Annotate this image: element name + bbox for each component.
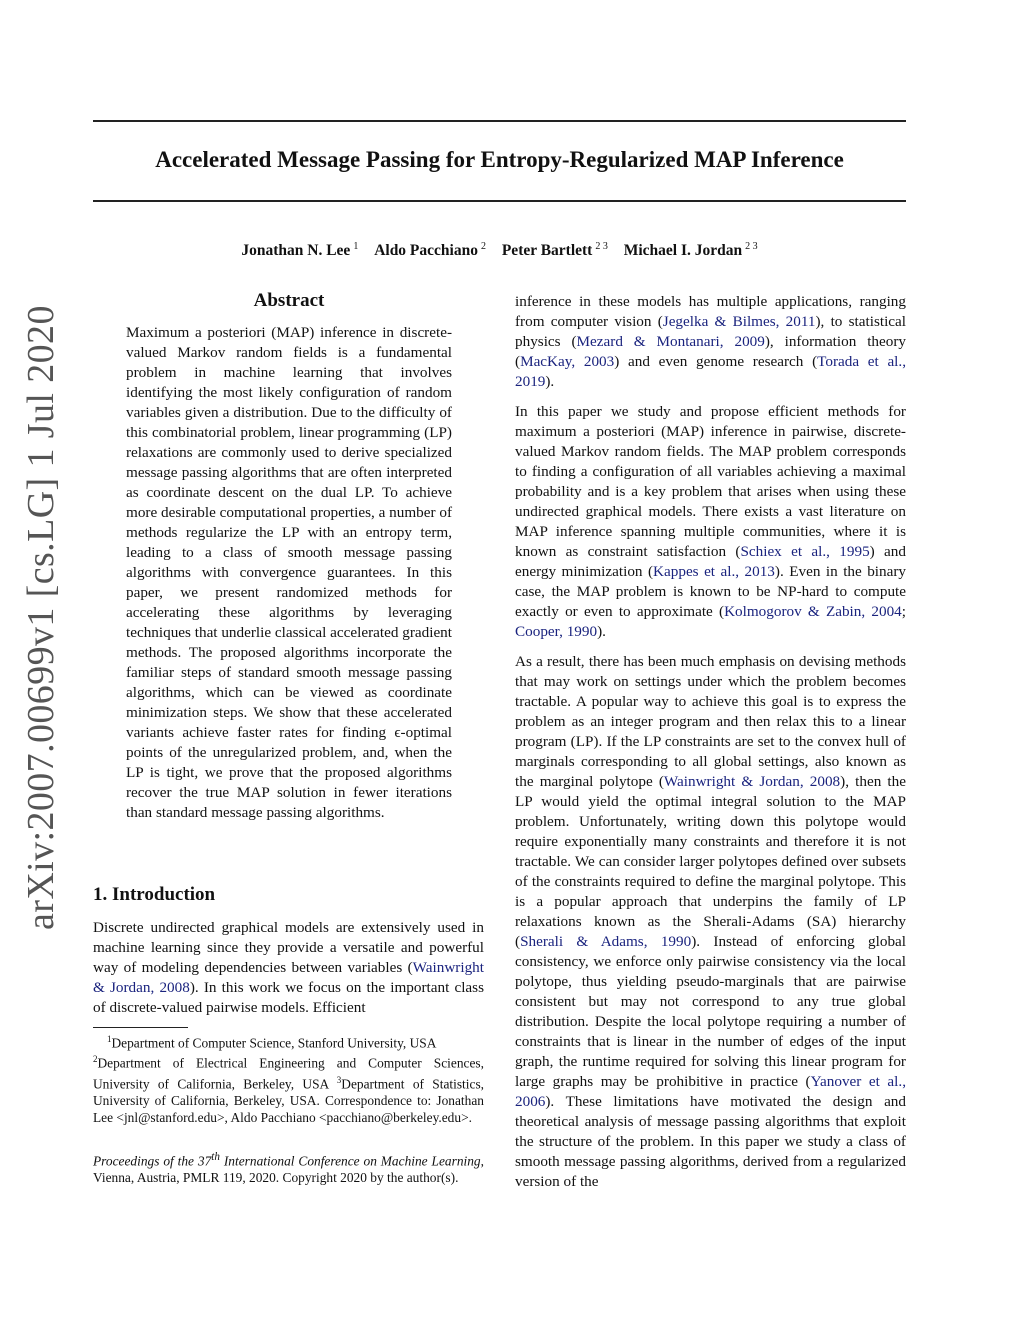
abstract-text: Maximum a posteriori (MAP) inference in discrete-valued Markov random fields is a fundamental problem in machine learning that involves identifying the most likely configuration of random variables given a distribution. Due to the difficulty of this combinatorial problem, linear programming (LP) relaxations are commonly used to derive specialized message passing algorithms that are often interpreted as coordinate descent on the dual LP. To achieve more desirable computational properties, a number of methods regularize the LP with an entropy term, leading to a class of smooth message passing algorithms with convergence guarantees. In this paper, we present randomized methods for accelerating these algorithms by leveraging techniques that underlie classical accelerated gradient methods. The proposed algorithms incorporate the familiar steps of standard smooth message passing algorithms, which can be viewed as coordinate minimization steps. We show that these accelerated variants achieve faster rates for finding ϵ-optimal points of the unregularized problem, and, when the LP is tight, we prove that the proposed algorithms recover the true MAP solution in fewer iterations than standard message passing algorithms. [126, 324, 452, 821]
citation-link[interactable]: Kolmogorov & Zabin, 2004 [724, 603, 902, 620]
citation-link[interactable]: Yanover et al., 2006 [515, 1073, 906, 1110]
title-bottom-rule [93, 200, 906, 202]
citation-link[interactable]: Mezard & Montanari, 2009 [576, 333, 765, 350]
footnote-1: $^1$Department of Computer Science, Stanford University, USA [107, 1034, 437, 1051]
author-affiliation: 2 3 [595, 241, 608, 252]
title-top-rule [93, 120, 906, 122]
arxiv-stamp: arXiv:2007.00699v1 [cs.LG] 1 Jul 2020 [20, 305, 62, 930]
section-heading-introduction: 1. Introduction [93, 884, 216, 905]
author-name: Michael I. Jordan [623, 242, 743, 260]
author [241, 242, 358, 259]
author-list [93, 236, 906, 262]
citation-link[interactable]: Schiex et al., 1995 [740, 543, 870, 560]
proceedings-note: Proceedings of the 37th International Conference on Machine Learning, Vienna, Austria, PMLR 119, 2020. Copyright 2020 by the author(s). [93, 1151, 484, 1186]
citation-link[interactable]: Jegelka & Bilmes, 2011 [662, 313, 816, 330]
author [624, 242, 758, 259]
paragraph: In this paper we study and propose efficient methods for maximum a posteriori (MAP) inference in pairwise, discrete-valued Markov random fields. The MAP problem corresponds to finding a configuration of all variables achieving a maximal probability and is a key problem that arises when using these undirected graphical models. There exists a vast literature on MAP inference spanning multiple communities, where it is known as constraint satisfaction (Schiex et al., 1995) and energy minimization (Kappes et al., 2013). Even in the binary case, the MAP problem is known to be NP-hard to compute exactly or even to approximate (Kolmogorov & Zabin, 2004; Cooper, 1990). [515, 403, 907, 640]
citation-link[interactable]: Kappes et al., 2013 [653, 563, 775, 580]
intro-paragraph: Discrete undirected graphical models are extensively used in machine learning since they provide a versatile and powerful way of modeling dependencies between variables (Wainwright & Jordan, 2008). In this work we focus on the important class of discrete-valued pairwise models. Efficient [93, 919, 484, 1016]
paragraph: As a result, there has been much emphasis on devising methods that may work on settings under which the problem becomes tractable. A popular way to achieve this goal is to express the problem as an integer program and then relax this to a linear program (LP). If the LP constraints are set to the convex hull of marginals corresponding to all global settings, also known as the marginal polytope (Wainwright & Jordan, 2008), then the LP would yield the optimal integral solution to the MAP problem. Unfortunately, writing down this polytope would require exponentially many constraints and therefore it is not tractable. We can consider larger polytopes defined over subsets of the constraints required to define the marginal polytope. This is a popular approach that underpins the family of LP relaxations known as the Sherali-Adams (SA) hierarchy (Sherali & Adams, 1990). Instead of enforcing global consistency, we enforce only pairwise consistency via the local polytope, thus yielding pseudo-marginals that are pairwise consistent but may not correspond to any true global distribution. Despite the local polytope requiring a number of constraints that is linear in the number of edges of the input graph, the runtime required for solving this linear program for large graphs may be prohibitive in practice (Yanover et al., 2006). These limitations have motivated the design and theoretical analysis of message passing algorithms that exploit the structure of the problem. In this paper we study a class of smooth message passing algorithms, derived from a regularized version of the [515, 653, 907, 1190]
right-column [515, 292, 906, 1202]
author [374, 242, 486, 259]
footnotes [93, 1031, 484, 1126]
citation-link[interactable]: Cooper, 1990 [515, 623, 598, 640]
author-affiliation: 2 3 [745, 241, 758, 252]
author-name: Aldo Pacchiano [374, 242, 478, 260]
author-name: Peter Bartlett [501, 242, 593, 260]
footnote-2-3: $^2$Department of Electrical Engineering and Computer Sciences, University of California, Berkeley, USA $^3$Department of Statistics, University of California, Berkeley, USA. Correspondence to: Jonathan Lee <jnl@stanford.edu>, Aldo Pacchiano <pacchiano@berkeley.edu>. [93, 1054, 485, 1126]
paper-title: Accelerated Message Passing for Entropy-Regularized MAP Inference [155, 147, 844, 172]
paragraph: inference in these models has multiple applications, ranging from computer vision (Jegelka & Bilmes, 2011), to statistical physics (Mezard & Montanari, 2009), information theory (MacKay, 2003) and even genome research (Torada et al., 2019). [515, 293, 907, 390]
abstract-heading: Abstract [253, 290, 325, 311]
citation-link[interactable]: Wainwright & Jordan, 2008 [663, 773, 841, 790]
footnote-rule [93, 1027, 188, 1028]
citation-link[interactable]: Torada et al., 2019 [515, 353, 907, 390]
citation-link[interactable]: Wainwright & Jordan, 2008 [93, 959, 484, 996]
citation-link[interactable]: MacKay, 2003 [520, 353, 615, 370]
author [502, 242, 608, 259]
citation-link[interactable]: Sherali & Adams, 1990 [520, 933, 692, 950]
author-affiliation: 2 [480, 241, 486, 252]
author-name: Jonathan N. Lee [241, 242, 351, 260]
author-affiliation: 1 [353, 241, 359, 252]
